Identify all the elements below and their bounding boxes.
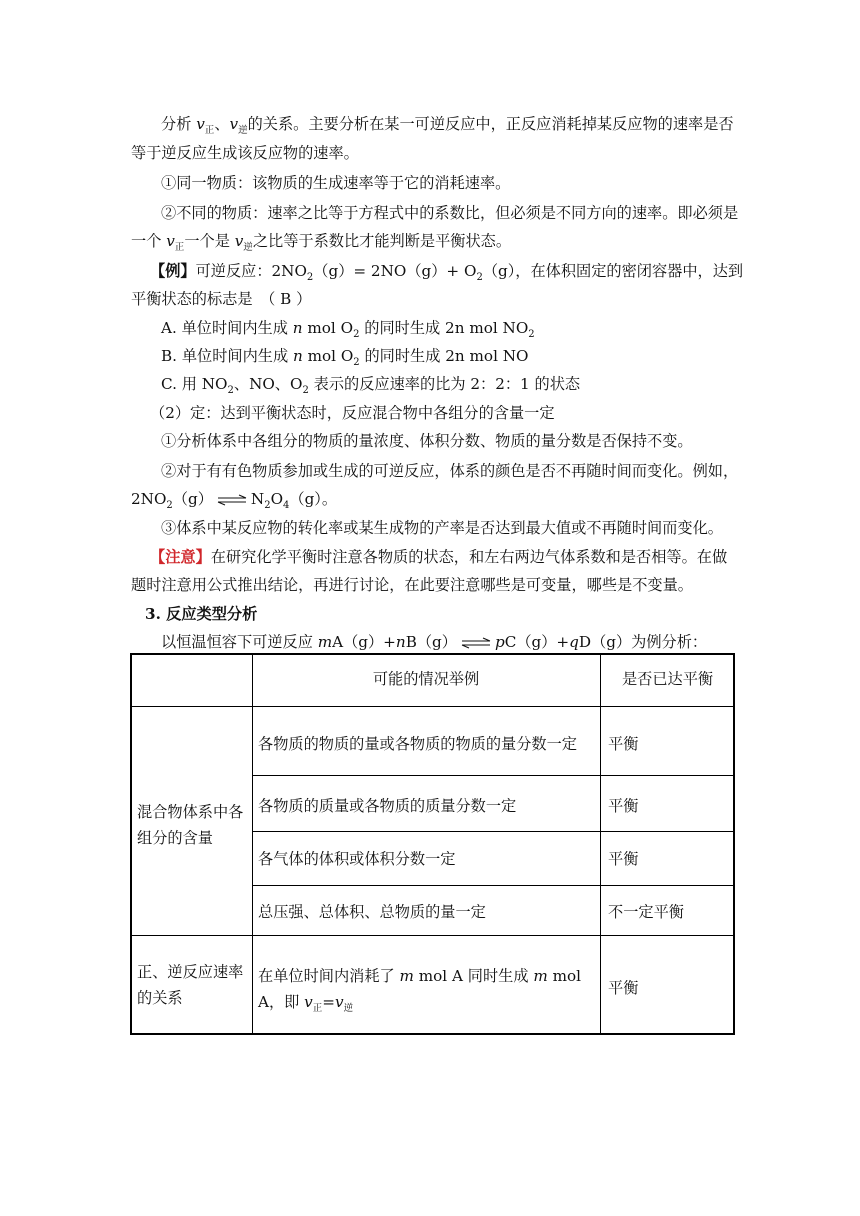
v-symbol: v <box>304 993 313 1011</box>
text: 一个 <box>131 232 167 250</box>
v-symbol: v <box>234 232 244 250</box>
table-cell-result: 平衡 <box>608 850 639 868</box>
subscript: 逆 <box>238 125 248 136</box>
text: 的关系。主要分析在某一可逆反应中，正反应消耗掉某反应物的速率是否 <box>247 115 734 133</box>
text: mol O <box>302 319 354 337</box>
subscript: 2 <box>166 500 173 511</box>
text: mol O <box>302 347 354 365</box>
notice-tag: 【注意】 <box>150 548 211 566</box>
subscript: 正 <box>312 1003 323 1014</box>
table-cell-result: 平衡 <box>608 735 639 753</box>
text: 可逆反应：2NO <box>195 262 307 280</box>
paragraph-rate-relation-line2: 等于逆反应生成该反应物的速率。 <box>131 144 359 162</box>
section-heading: 3. 反应类型分析 <box>145 605 258 623</box>
text: （g）。 <box>289 490 338 508</box>
group-label-content <box>137 799 252 851</box>
option-a <box>161 318 535 341</box>
subscript: 正 <box>174 242 185 253</box>
example-line1 <box>150 261 743 284</box>
coef-n: n <box>395 633 406 651</box>
table-col-divider <box>600 653 601 1035</box>
text: 在研究化学平衡时注意各物质的状态，和左右两边气体系数和是否相等。在做 <box>210 548 728 566</box>
table-cell-result: 平衡 <box>608 797 639 815</box>
text: A（g）+ <box>332 633 396 651</box>
equilibrium-table <box>130 653 735 1035</box>
option-c <box>161 374 580 397</box>
table-border-bottom <box>130 1033 735 1035</box>
text: D（g）为例分析： <box>578 633 708 651</box>
text: 、 <box>214 115 230 133</box>
table-header-examples: 可能的情况举例 <box>372 670 480 688</box>
text: 2NO <box>131 490 167 508</box>
table-header-balance: 是否已达平衡 <box>621 670 714 688</box>
table-border-top <box>130 653 735 655</box>
subscript: 逆 <box>243 242 253 253</box>
table-cell-example: 各物质的质量或各物质的质量分数一定 <box>258 797 517 815</box>
table-cell-example: 各气体的体积或体积分数一定 <box>258 850 456 868</box>
text: N <box>250 490 265 508</box>
text: C. 用 NO <box>161 375 228 393</box>
table-cell-example: 各物质的物质的量或各物质的物质的量分数一定 <box>258 735 577 753</box>
table-cell-example-rate <box>258 963 598 1018</box>
group-label-rate <box>137 959 252 1011</box>
text: （g） <box>172 490 213 508</box>
table-cell-result: 平衡 <box>608 979 639 997</box>
list-item-2-line1: ②对于有有色物质参加或生成的可逆反应，体系的颜色是否不再随时间而变化。例如， <box>161 462 739 480</box>
table-row-divider <box>252 831 735 832</box>
subscript: 正 <box>204 125 215 136</box>
paragraph-rate-relation-line1 <box>161 114 734 137</box>
option-b <box>161 346 529 369</box>
text: B. 单位时间内生成 <box>161 347 293 365</box>
same-substance-item: ①同一物质：该物质的生成速率等于它的消耗速率。 <box>161 174 511 192</box>
equilibrium-arrow-icon <box>217 494 247 506</box>
v-symbol: v <box>229 115 239 133</box>
text: 在单位时间内消耗了 <box>258 967 400 985</box>
text: （g）= 2NO（g）+ O <box>313 262 477 280</box>
text: mol <box>547 967 581 985</box>
table-row-divider <box>252 885 735 886</box>
coef-q: q <box>569 633 579 651</box>
different-substance-line2 <box>131 231 511 254</box>
text: A，即 <box>258 993 305 1011</box>
example-line2: 平衡状态的标志是 （ B ） <box>131 290 312 308</box>
subscript: 2 <box>528 329 535 340</box>
line <box>258 989 598 1018</box>
n-symbol: n <box>292 319 303 337</box>
ding-heading: （2）定：达到平衡状态时，反应混合物中各组分的含量一定 <box>150 404 555 422</box>
coef-p: p <box>494 633 505 651</box>
table-cell-result: 不一定平衡 <box>608 903 684 921</box>
table-col-divider <box>252 653 253 1035</box>
text: 的同时生成 2n mol NO <box>359 347 529 365</box>
coef-m: m <box>533 967 548 985</box>
table-border-right <box>733 653 735 1035</box>
table-border-left <box>130 653 132 1035</box>
table-row-divider <box>130 706 735 707</box>
subscript: 2 <box>264 500 271 511</box>
subscript: 2 <box>227 385 234 396</box>
equilibrium-arrow-icon <box>461 637 491 649</box>
text: mol A 同时生成 <box>413 967 534 985</box>
coef-m: m <box>317 633 333 651</box>
subscript: 2 <box>353 357 360 368</box>
text: O <box>270 490 284 508</box>
subscript: 4 <box>283 500 290 511</box>
v-symbol: v <box>196 115 205 133</box>
coef-m: m <box>399 967 414 985</box>
line <box>258 963 598 989</box>
text: 之比等于系数比才能判断是平衡状态。 <box>252 232 511 250</box>
n-symbol: n <box>292 347 303 365</box>
table-intro <box>161 632 707 652</box>
subscript: 2 <box>302 385 309 396</box>
table-row-divider <box>130 935 735 936</box>
text: 分析 <box>161 115 197 133</box>
text: 表示的反应速率的比为 2：2：1 的状态 <box>308 375 581 393</box>
text: 一个是 <box>184 232 235 250</box>
notice-line2: 题时注意用公式推出结论，再进行讨论，在此要注意哪些是可变量，哪些是不变量。 <box>131 576 693 594</box>
subscript: 2 <box>306 272 314 283</box>
v-symbol: v <box>166 232 175 250</box>
text: 的同时生成 2n mol NO <box>359 319 529 337</box>
text: = <box>322 993 336 1011</box>
example-tag: 【例】 <box>150 262 196 280</box>
table-cell-example: 总压强、总体积、总物质的量一定 <box>258 903 486 921</box>
text: B（g） <box>405 633 457 651</box>
text: 的关系 <box>137 989 183 1007</box>
v-symbol: v <box>335 993 344 1011</box>
text: 混合物体系中各 <box>137 803 244 821</box>
list-item-3: ③体系中某反应物的转化率或某生成物的产率是否达到最大值或不再随时间而变化。 <box>161 519 723 537</box>
subscript: 逆 <box>343 1003 354 1014</box>
subscript: 2 <box>353 329 360 340</box>
text: A. 单位时间内生成 <box>161 319 293 337</box>
table-row-divider <box>252 775 735 776</box>
different-substance-line1: ②不同的物质：速率之比等于方程式中的系数比，但必须是不同方向的速率。即必须是 <box>161 204 739 222</box>
text: 以恒温恒容下可逆反应 <box>161 633 318 651</box>
list-item-2-equation <box>131 489 337 512</box>
list-item-1: ①分析体系中各组分的物质的量浓度、体积分数、物质的量分数是否保持不变。 <box>161 432 693 450</box>
text: 、NO、O <box>233 375 303 393</box>
text: 组分的含量 <box>137 829 213 847</box>
subscript: 2 <box>476 272 483 283</box>
text: C（g）+ <box>504 633 570 651</box>
text: 正、逆反应速率 <box>137 963 244 981</box>
text: （g），在体积固定的密闭容器中，达到 <box>482 262 744 280</box>
notice-line1 <box>150 547 727 567</box>
